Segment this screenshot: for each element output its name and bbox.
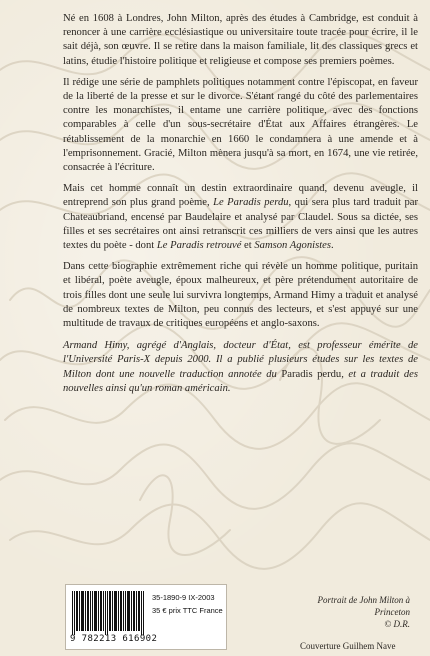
bio-paragraph-1: Né en 1608 à Londres, John Milton, après des études à Cambridge, est conduit à renoncer à une carrière ecclésiastique ou universitaire toute tracée pour écrire, il le sait déjà, son œuvre. Il se retire dans la maison familiale, lit des classiques grecs et latins, étudie l'histoire politique et religieuse et compose ses premiers poèmes. bbox=[63, 13, 418, 67]
back-cover-text bbox=[63, 12, 418, 403]
book-title-paradis-perdu: Le Paradis perdu bbox=[213, 197, 289, 209]
book-title-samson: Samson Agonistes bbox=[254, 240, 331, 252]
isbn-code: 35-1890-9 IX-2003 bbox=[152, 593, 215, 602]
portrait-caption: Portrait de John Milton à Princeton bbox=[317, 595, 410, 617]
barcode-number: 9 782213 616902 bbox=[70, 634, 158, 644]
barcode-icon bbox=[72, 591, 144, 635]
book-title-paradis-retrouve: Le Paradis retrouvé bbox=[156, 240, 242, 252]
copyright-note: © D.R. bbox=[384, 619, 410, 629]
cover-designer-credit: Couverture Guilhem Nave bbox=[300, 641, 396, 651]
bio-paragraph-4: Dans cette biographie extrêmement riche qui révèle un homme politique, puritain et libéral, poète aveugle, époux malheureux, et père prétendument autoritaire de trois filles dont une seule lui survivra longtemps, Armand Himy a traduit et analysé de nombreux textes de Milton, peu connus des lecteurs, et s'est appuyé sur une multitude de travaux de critiques européens et anglo-saxons. bbox=[63, 261, 418, 330]
price-label: 35 € prix TTC France bbox=[152, 606, 223, 615]
bio-paragraph-3: Mais cet homme connaît un destin extraordinaire quand, devenu aveugle, il entreprend son plus grand poème, Le Paradis perdu, qui sera plus tard traduit par Chateaubriand, encensé par Baudelaire et analysé par Claudel. Sous sa dictée, ses filles et ses secrétaires ont ainsi retranscrit ces milliers de vers ainsi que les autres textes du poète - dont Le Paradis retrouvé et Samson Agonistes. bbox=[63, 183, 418, 252]
bio-paragraph-2: Il rédige une série de pamphlets politiques notamment contre l'épiscopat, en faveur de la liberté de la presse et sur le divorce. S'étant rangé du côté des parlementaires contre les monarchistes, il entame une carrière politique, avec des fonctions comparables à celle d'un sous-secrétaire d'État aux Affaires étrangères. Le rétablissement de la monarchie en 1660 le condamnera à une amende et à l'emprisonnement. Gracié, Milton mènera jusqu'à sa mort, en 1674, une vie retirée, consacrée à l'écriture. bbox=[63, 76, 418, 174]
cover-credits bbox=[280, 594, 410, 652]
author-note: Armand Himy, agrégé d'Anglais, docteur d'État, est professeur émérite de l'Université Paris-X depuis 2000. Il a publié plusieurs études sur les textes de Milton dont une nouvelle traduction annotée du Paradis perdu, et a traduit des nouvelles ainsi qu'un roman américain. bbox=[63, 340, 418, 394]
barcode-label bbox=[65, 584, 227, 650]
